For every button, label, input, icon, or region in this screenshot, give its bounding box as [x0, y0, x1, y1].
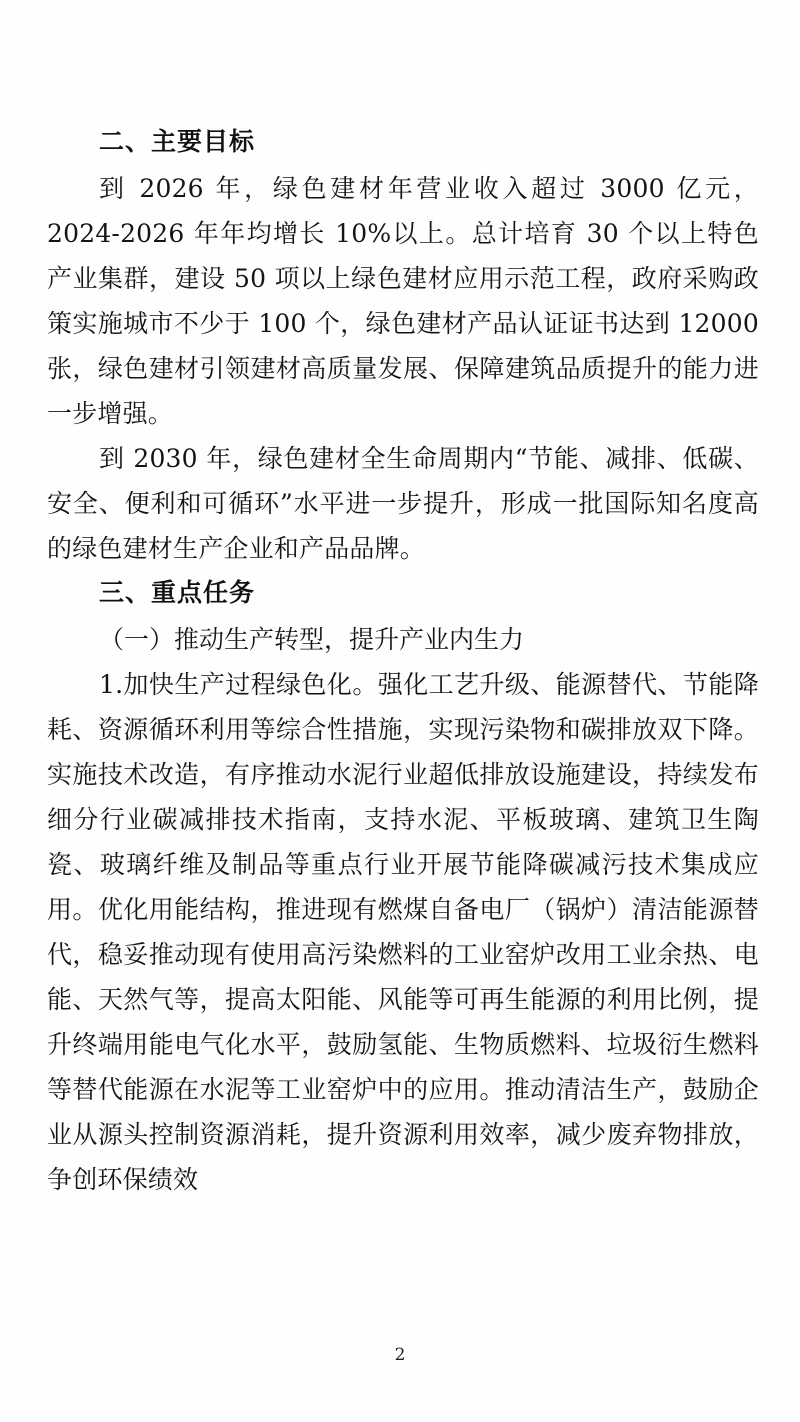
- section-heading-main-goals: 二、主要目标: [99, 127, 256, 156]
- page-number: 2: [394, 1345, 406, 1365]
- paragraph-goal-2030: 到 2030 年，绿色建材全生命周期内“节能、减排、低碳、安全、便利和可循环”水平进一步提升，形成一批国际知名度高的绿色建材生产企业和产品品牌。: [47, 444, 759, 563]
- document-body: [47, 120, 759, 1202]
- subsection-heading-production-transform: （一）推动生产转型，提升产业内生力: [99, 625, 525, 654]
- section-heading-key-tasks: 三、重点任务: [99, 578, 256, 607]
- paragraph-green-production: 1.加快生产过程绿色化。强化工艺升级、能源替代、节能降耗、资源循环利用等综合性措施，实现污染物和碳排放双下降。实施技术改造，有序推动水泥行业超低排放设施建设，持续发布细分行业碳减排技术指南，支持水泥、平板玻璃、建筑卫生陶瓷、玻璃纤维及制品等重点行业开展节能降碳减污技术集成应用。优化用能结构，推进现有燃煤自备电厂（锅炉）清洁能源替代，稳妥推动现有使用高污染燃料的工业窑炉改用工业余热、电能、天然气等，提高太阳能、风能等可再生能源的利用比例，提升终端用能电气化水平，鼓励氢能、生物质燃料、垃圾衍生燃料等替代能源在水泥等工业窑炉中的应用。推动清洁生产，鼓励企业从源头控制资源消耗，提升资源利用效率，减少废弃物排放，争创环保绩效: [47, 670, 759, 1194]
- paragraph-goal-2026: 到 2026 年，绿色建材年营业收入超过 3000 亿元，2024-2026 年年均增长 10%以上。总计培育 30 个以上特色产业集群，建设 50 项以上绿色建材应用示范工程，政府采购政策实施城市不少于 100 个，绿色建材产品认证证书达到 12000 张，绿色建材引领建材高质量发展、保障建筑品质提升的能力进一步增强。: [47, 174, 759, 428]
